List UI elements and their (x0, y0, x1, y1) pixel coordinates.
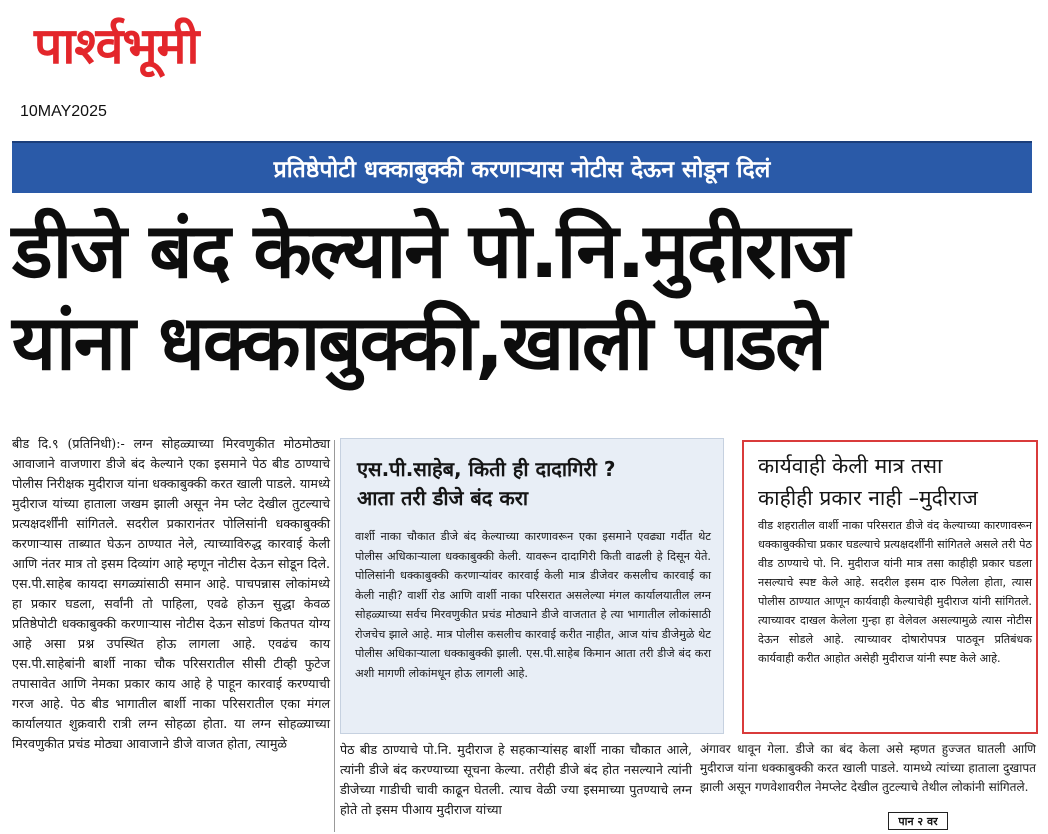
sp-demand-heading (357, 455, 713, 513)
right-column-continuation: अंगावर धावून गेला. डीजे का बंद केला असे म्हणत हुज्जत घातली आणि मुदीराज यांना धक्काबुक्की करत खाली पाडले. यामध्ये त्यांच्या हाताला दुखापत झाली असून गणवेशावरील नेमप्लेट देखील तुटल्याचे तेथील लोकांनी सांगितले. (700, 742, 1036, 795)
sp-demand-body: वार्शी नाका चौकात डीजे बंद केल्याच्या कारणावरून एका इसमाने एवढ्या गर्दीत थेट पोलीस अधिकाऱ्याला धक्काबुक्की केली. यावरून दादागिरी किती वाढली हे दिसून येते. पोलिसांनी धक्काबुक्की करणाऱ्यांवर कारवाई केली मात्र डीजेवर कसलीच कारवाई का केली नाही? वार्शी रोड आणि वार्शी नाका परिसरात असलेल्या मंगल कार्यालयातील लग्न सोहळ्याच्या सर्वच मिरवणुकीत प्रचंड मोठ्याने डीजे वाजतात हे त्या भागातील लोकांसाठी रोजचेच झाले आहे. मात्र पोलीस कसलीच कारवाई करीत नाहीत, आज यांच डीजेमुळे थेट पोलीस अधिकाऱ्याला धक्काबुक्की झाली. एस.पी.साहेब किमान आता तरी डीजे बंद करा अशी मागणी लोकांमधून होऊ लागली आहे. (355, 530, 711, 680)
continued-on-page-label: पान २ वर (888, 812, 948, 830)
column-divider (334, 440, 335, 832)
mudiraj-statement-body: वीड शहरातील वार्शी नाका परिसरात डीजे वंद केल्याच्या कारणावरून धक्काबुक्कीचा प्रकार घडल्याचे प्रत्यक्षदर्शींनी सांगितले असले तरी पेठ वीड ठाण्याचे पो. नि. मुदीराज यांनी मात्र तसा काहीही प्रकार घडला नसल्याचे स्पष्ट केले आहे. सदरील इसम दारु पिलेला होता, त्यास पोलीस ठाण्यात आणून कार्यवाही केल्याचेही मुदीराज यांनी सांगितले. त्याच्यावर दाखल केलेला गुन्हा हा वेलेवल असल्यामुळे त्यास नोटीस देऊन सोडले आहे. त्याच्यावर दोषारोपपत्र पाठवून प्रतिबंधक कार्यवाही करीत आहोत असेही मुदीराज यांनी स्पष्ट केले आहे. (758, 519, 1032, 665)
sp-demand-heading-line-1: एस.पी.साहेब, किती ही दादागिरी ? (357, 457, 616, 481)
box-top-rule (744, 440, 1036, 442)
kicker-text: प्रतिष्ठेपोटी धक्काबुक्की करणाऱ्यास नोटीस देऊन सोडून दिलं (273, 157, 771, 183)
kicker-banner (12, 141, 1032, 193)
masthead-logo: पार्श्वभूमी (34, 16, 199, 75)
mudiraj-statement-heading (758, 450, 1030, 514)
left-column-text: बीड दि.९ (प्रतिनिधी):- लग्न सोहळ्याच्या मिरवणुकीत मोठमोठ्या आवाजाने वाजणारा डीजे बंद केल्याने एका इसमाने पेठ बीड ठाण्याचे पोलीस निरीक्षक मुदीराज यांना धक्काबुक्की करत खाली पाडले. यामध्ये मुदीराज यांच्या हाताला जखम झाली असून नेम प्लेट देखील तुटल्याचे प्रत्यक्षदर्शींनी सांगितले. सदरील प्रकारानंतर पोलिसांनी धक्काबुक्की करणाऱ्यास ताब्यात घेऊन ठाण्यात नेले, त्याच्याविरुद्ध कारवाई केली आणि नंतर मात्र तो इसम दिव्यांग आहे म्हणून नोटीस देऊन सोडून दिले. एस.पी.साहेब कायदा सगळ्यांसाठी समान आहे. पाचपन्नास लोकांमध्ये हा प्रकार घडला, सर्वांनी तो पाहिला, एवढे होऊन सुद्धा केवळ प्रतिष्ठेपोटी धक्काबुक्की करणाऱ्यास नोटीस देऊन सोडणं कितपत योग्य आहे असा प्रश्न उपस्थित होऊ लागला आहे. एवढंच काय एस.पी.साहेबांनी बार्शी नाका चौक परिसरातील सीसी टीव्ही फुटेज तपासावेत आणि नेमका प्रकार काय आहे हे पाहून कारवाई करण्याची गरज आहे. पेठ बीड भागातील बार्शी नाका परिसरातील एका मंगल कार्यालयात शुक्रवारी रात्री लग्न सोहळा होता. या लग्न सोहळ्याच्या मिरवणुकीत प्रचंड मोठ्या आवाजाने डीजे वाजत होता, त्यामुळे (12, 436, 330, 751)
headline-line-2: यांना धक्काबुक्की,खाली पाडले (12, 298, 825, 387)
middle-column-continuation: पेठ बीड ठाण्याचे पो.नि. मुदीराज हे सहकाऱ्यांसह बार्शी नाका चौकात आले, त्यांनी डीजे बंद करण्याच्या सूचना केल्या. तरीही डीजे बंद होत नसल्याने त्यांनी डीजेच्या गाडीची चावी काढून घेतली. त्याच वेळी ज्या इसमाच्या पुतण्याचे लग्न होते तो इसम पीआय मुदीराज यांच्या (340, 742, 692, 817)
mudiraj-heading-line-2: काहीही प्रकार नाही –मुदीराज (758, 486, 978, 510)
sp-demand-heading-line-2: आता तरी डीजे बंद करा (357, 486, 529, 510)
edition-date: 10MAY2025 (20, 103, 107, 120)
main-headline (12, 205, 1042, 389)
mudiraj-heading-line-1: कार्यवाही केली मात्र तसा (758, 454, 943, 478)
mudiraj-statement-box (742, 440, 1038, 734)
sp-demand-box (340, 438, 724, 734)
headline-line-1: डीजे बंद केल्याने पो.नि.मुदीराज (12, 206, 849, 295)
